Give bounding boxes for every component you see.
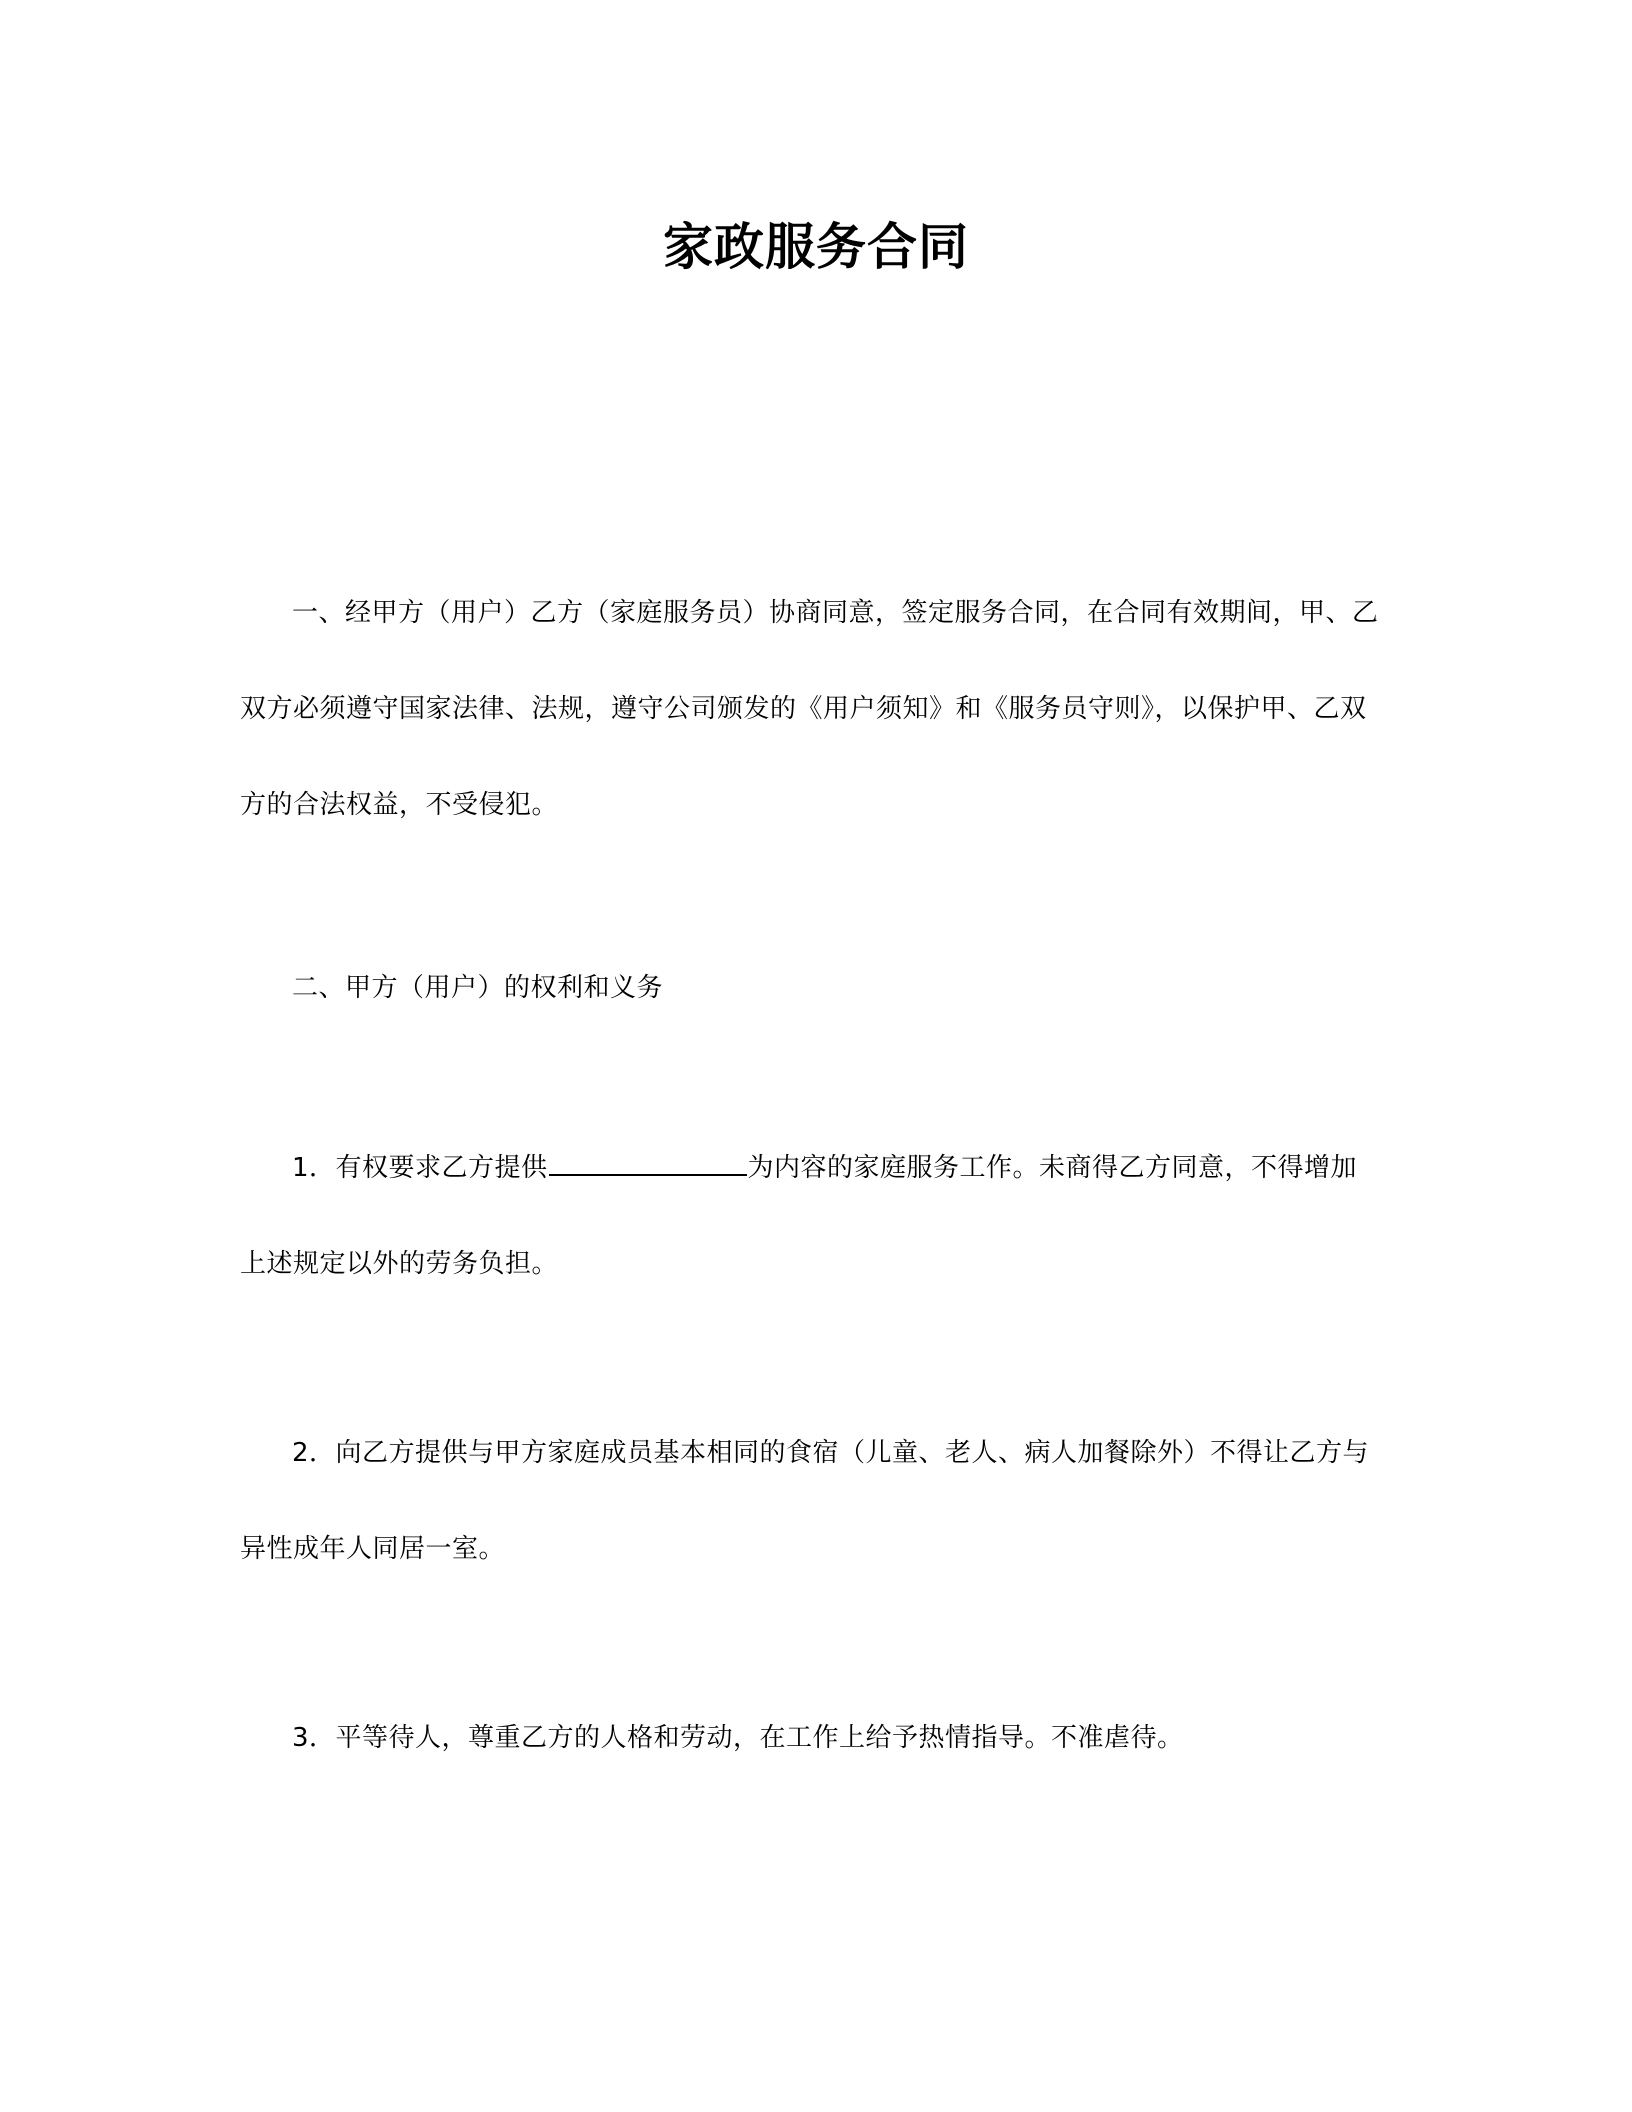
item-1-text-before-blank: 1．有权要求乙方提供 (292, 1153, 548, 1183)
item-2-paragraph: 2．向乙方提供与甲方家庭成员基本相同的食宿（儿童、老人、病人加餐除外）不得让乙方与异性成年人同居一室。 (240, 1438, 1370, 1564)
fill-in-blank-line (549, 1150, 747, 1176)
item-3-paragraph: 3．平等待人，尊重乙方的人格和劳动，在工作上给予热情指导。不准虐待。 (292, 1723, 1184, 1753)
document-title: 家政服务合同 (663, 218, 969, 276)
item-1-text-after-blank: 为内容的家庭服务工作。未商得乙方同意，不得增加上述规定以外的劳务负担。 (240, 1153, 1358, 1279)
section-1-paragraph: 一、经甲方（用户）乙方（家庭服务员）协商同意，签定服务合同，在合同有效期间，甲、乙双方必须遵守国家法律、法规，遵守公司颁发的《用户须知》和《服务员守则》，以保护甲、乙双方的合法权益，不受侵犯。 (240, 598, 1379, 820)
item-1-paragraph (240, 1120, 1380, 1312)
section-2-heading: 二、甲方（用户）的权利和义务 (292, 973, 664, 1003)
